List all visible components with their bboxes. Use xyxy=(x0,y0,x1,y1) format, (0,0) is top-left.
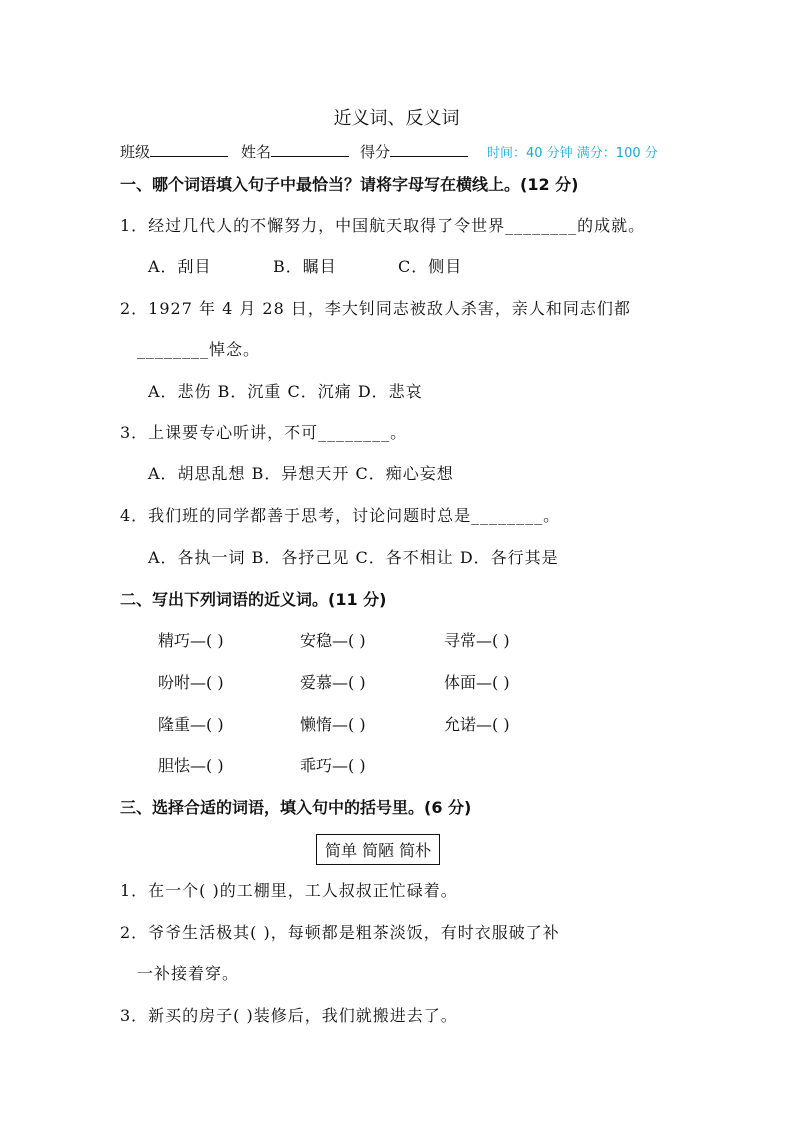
s1-q1-option-c: C．侧目 xyxy=(398,257,463,276)
synonym-item: 允诺—( ) xyxy=(444,715,510,734)
synonym-item: 隆重—( ) xyxy=(158,715,224,734)
s1-q1-option-b: B．瞩目 xyxy=(273,257,337,276)
s3-q1-text: 1．在一个( )的工棚里，工人叔叔正忙碌着。 xyxy=(120,881,458,900)
s1-q3-options: A．胡思乱想 B．异想天开 C．痴心妄想 xyxy=(148,464,454,483)
synonym-item: 胆怯—( ) xyxy=(158,756,224,775)
synonym-item: 体面—( ) xyxy=(444,673,510,692)
class-label: 班级 xyxy=(120,143,151,161)
name-blank[interactable] xyxy=(271,140,349,157)
synonym-item: 爱慕—( ) xyxy=(300,673,366,692)
s1-q2-line1: 2．1927 年 4 月 28 日，李大钊同志被敌人杀害，亲人和同志们都 xyxy=(120,299,631,318)
s1-q2-line2: ________悼念。 xyxy=(137,340,261,359)
time-info: 时间：40 分钟 满分：100 分 xyxy=(487,146,658,161)
s1-q1-option-a: A．刮目 xyxy=(148,257,212,276)
s3-q3-text: 3．新买的房子( )装修后，我们就搬进去了。 xyxy=(120,1006,458,1025)
word-box: 简单 简陋 简朴 xyxy=(316,834,440,865)
s1-q1-text: 1．经过几代人的不懈努力，中国航天取得了令世界________的成就。 xyxy=(120,216,646,235)
page-title: 近义词、反义词 xyxy=(333,108,460,129)
score-field xyxy=(360,140,468,162)
class-blank[interactable] xyxy=(150,140,228,157)
section3-heading: 三、选择合适的词语，填入句中的括号里。(6 分) xyxy=(120,798,472,817)
synonym-item: 安稳—( ) xyxy=(300,631,366,650)
score-blank[interactable] xyxy=(390,140,468,157)
section2-heading: 二、写出下列词语的近义词。(11 分) xyxy=(120,590,387,609)
score-label: 得分 xyxy=(360,143,391,161)
s3-q2-line2: 一补接着穿。 xyxy=(137,964,240,983)
synonym-item: 精巧—( ) xyxy=(158,631,224,650)
synonym-item: 乖巧—( ) xyxy=(300,756,366,775)
synonym-item: 寻常—( ) xyxy=(444,631,510,650)
s1-q2-options: A．悲伤 B．沉重 C．沉痛 D．悲哀 xyxy=(148,382,423,401)
name-label: 姓名 xyxy=(241,143,272,161)
class-field xyxy=(120,140,228,162)
s3-q2-line1: 2．爷爷生活极其( )，每顿都是粗茶淡饭，有时衣服破了补 xyxy=(120,923,560,942)
name-field xyxy=(241,140,349,162)
section1-heading: 一、哪个词语填入句子中最恰当？请将字母写在横线上。(12 分) xyxy=(120,175,579,194)
s1-q4-text: 4．我们班的同学都善于思考，讨论问题时总是________。 xyxy=(120,506,561,525)
synonym-item: 懒惰—( ) xyxy=(300,715,366,734)
s1-q3-text: 3．上课要专心听讲，不可________。 xyxy=(120,423,408,442)
s1-q4-options: A．各执一词 B．各抒己见 C．各不相让 D．各行其是 xyxy=(148,548,559,567)
synonym-item: 吩咐—( ) xyxy=(158,673,224,692)
